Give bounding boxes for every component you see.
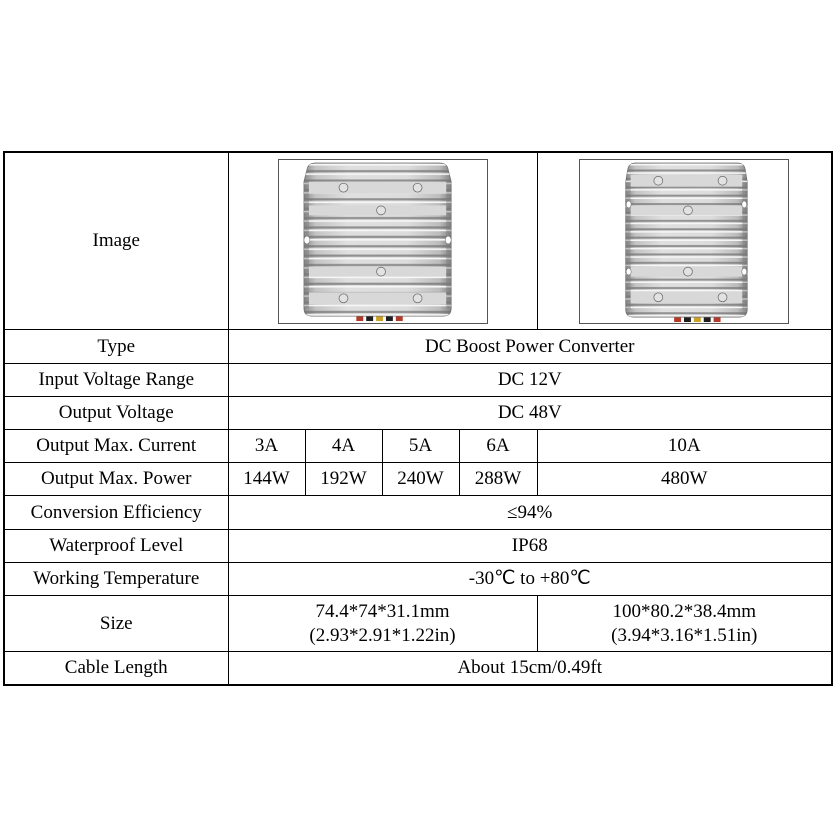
output-power-label: Output Max. Power — [4, 463, 228, 496]
image-cell-small — [228, 152, 537, 330]
size-imperial: (3.94*3.16*1.51in) — [611, 624, 758, 646]
output-current-value: 6A — [459, 430, 537, 463]
efficiency-row — [4, 496, 832, 530]
temperature-row — [4, 563, 832, 596]
image-label: Image — [4, 152, 228, 330]
converter-body — [303, 162, 450, 315]
waterproof-row — [4, 530, 832, 563]
temperature-label: Working Temperature — [4, 563, 228, 596]
spec-table — [3, 151, 833, 686]
converter-photo-small — [279, 160, 487, 323]
output-voltage-value: DC 48V — [228, 397, 832, 430]
cable-length-row — [4, 652, 832, 686]
image-row — [4, 152, 832, 330]
output-power-row — [4, 463, 832, 496]
product-photo-small — [278, 159, 488, 324]
output-power-value: 192W — [305, 463, 382, 496]
output-current-label: Output Max. Current — [4, 430, 228, 463]
size-value-small — [228, 596, 537, 652]
size-metric: 74.4*74*31.1mm — [315, 600, 450, 622]
output-current-value: 10A — [537, 430, 832, 463]
converter-photo-large — [580, 160, 788, 323]
efficiency-value: ≤94% — [228, 496, 832, 530]
output-current-value: 5A — [382, 430, 459, 463]
output-power-value: 144W — [228, 463, 305, 496]
image-cell-large — [537, 152, 832, 330]
product-photo-large — [579, 159, 789, 324]
output-power-value: 288W — [459, 463, 537, 496]
type-row — [4, 330, 832, 364]
output-voltage-row — [4, 397, 832, 430]
temperature-value: -30℃ to +80℃ — [228, 563, 832, 596]
efficiency-label: Conversion Efficiency — [4, 496, 228, 530]
size-row — [4, 596, 832, 652]
size-value-large — [537, 596, 832, 652]
type-value: DC Boost Power Converter — [228, 330, 832, 364]
output-power-value: 240W — [382, 463, 459, 496]
input-voltage-value: DC 12V — [228, 364, 832, 397]
size-metric: 100*80.2*38.4mm — [612, 600, 757, 622]
type-label: Type — [4, 330, 228, 364]
output-voltage-label: Output Voltage — [4, 397, 228, 430]
output-power-value: 480W — [537, 463, 832, 496]
size-imperial: (2.93*2.91*1.22in) — [309, 624, 456, 646]
cable-length-label: Cable Length — [4, 652, 228, 686]
input-voltage-row — [4, 364, 832, 397]
size-label: Size — [4, 596, 228, 652]
cable-length-value: About 15cm/0.49ft — [228, 652, 832, 686]
waterproof-label: Waterproof Level — [4, 530, 228, 563]
waterproof-value: IP68 — [228, 530, 832, 563]
input-voltage-label: Input Voltage Range — [4, 364, 228, 397]
output-current-value: 3A — [228, 430, 305, 463]
converter-body — [626, 162, 748, 316]
output-current-row — [4, 430, 832, 463]
output-current-value: 4A — [305, 430, 382, 463]
